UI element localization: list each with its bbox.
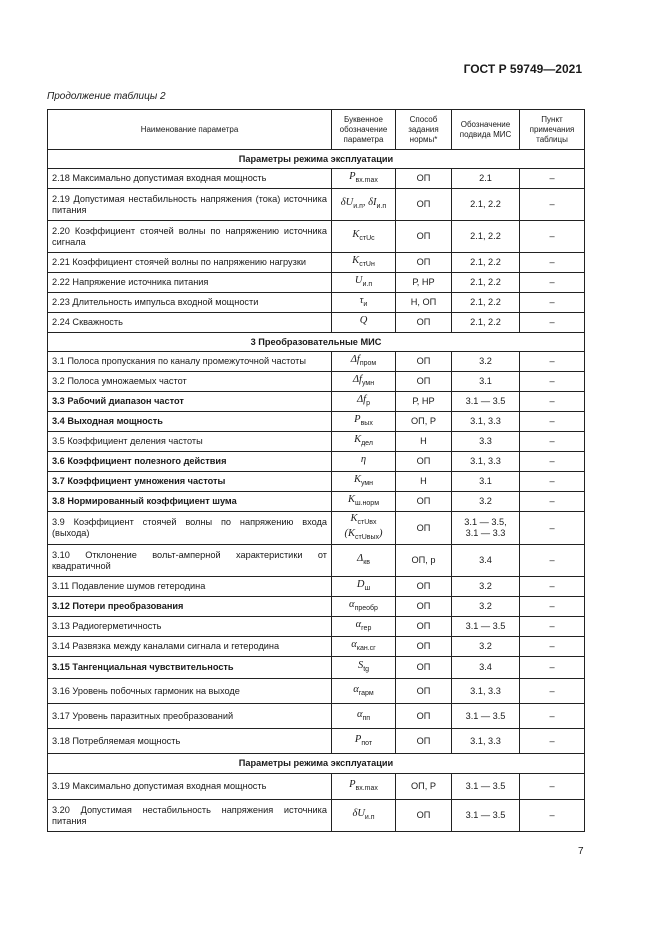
- table-row: [48, 774, 585, 800]
- param-note: –: [520, 293, 585, 313]
- param-method: ОП: [396, 372, 452, 392]
- param-name: 3.19 Максимально допустимая входная мощность: [48, 774, 332, 800]
- param-symbol: $P_{вых}$: [332, 412, 396, 432]
- param-name: 2.21 Коэффициент стоячей волны по напряжению нагрузки: [48, 253, 332, 273]
- param-ref: 3.1: [452, 472, 520, 492]
- param-method: ОП: [396, 597, 452, 617]
- param-method: ОП: [396, 313, 452, 333]
- standard-number: ГОСТ Р 59749—2021: [463, 62, 582, 76]
- param-name: 3.8 Нормированный коэффициент шума: [48, 492, 332, 512]
- param-name: 3.3 Рабочий диапазон частот: [48, 392, 332, 412]
- table-row: [48, 637, 585, 657]
- table-caption: Продолжение таблицы 2: [47, 91, 166, 102]
- param-note: –: [520, 729, 585, 754]
- param-symbol: $S_{tg}$: [332, 657, 396, 679]
- param-name: 3.6 Коэффициент полезного действия: [48, 452, 332, 472]
- param-ref: 3.2: [452, 637, 520, 657]
- param-method: ОП, Р: [396, 774, 452, 800]
- column-header-note: Пункт примечания таблицы: [520, 110, 585, 150]
- param-note: –: [520, 432, 585, 452]
- table-row: [48, 472, 585, 492]
- param-symbol: $\alpha_{кан.сг}$: [332, 637, 396, 657]
- param-name: 3.20 Допустимая нестабильность напряжения источника питания: [48, 800, 332, 832]
- param-note: –: [520, 221, 585, 253]
- param-ref: 3.1, 3.3: [452, 729, 520, 754]
- page-number: 7: [578, 846, 584, 857]
- param-symbol: $\alpha_{пп}$: [332, 704, 396, 729]
- param-method: ОП: [396, 729, 452, 754]
- param-symbol: $D_ш$: [332, 577, 396, 597]
- param-method: ОП: [396, 704, 452, 729]
- param-symbol: η: [332, 452, 396, 472]
- table-row: [48, 657, 585, 679]
- param-note: –: [520, 512, 585, 545]
- param-ref: 3.4: [452, 545, 520, 577]
- param-method: ОП: [396, 189, 452, 221]
- param-note: –: [520, 800, 585, 832]
- param-method: Р, НР: [396, 273, 452, 293]
- param-note: –: [520, 577, 585, 597]
- table-row: [48, 293, 585, 313]
- param-ref: 3.1 — 3.5: [452, 392, 520, 412]
- param-name: 3.15 Тангенциальная чувствительность: [48, 657, 332, 679]
- param-ref: 2.1, 2.2: [452, 189, 520, 221]
- param-symbol: $\alpha_{гарм}$: [332, 679, 396, 704]
- param-note: –: [520, 392, 585, 412]
- param-symbol: $K_{стUн}$: [332, 253, 396, 273]
- param-ref: 3.1: [452, 372, 520, 392]
- param-note: –: [520, 169, 585, 189]
- table-row: [48, 704, 585, 729]
- param-ref: 3.2: [452, 492, 520, 512]
- param-method: ОП, Р: [396, 412, 452, 432]
- param-ref: 3.1 — 3.5: [452, 774, 520, 800]
- section-title: Параметры режима эксплуатации: [48, 754, 585, 774]
- param-note: –: [520, 313, 585, 333]
- table-row: [48, 800, 585, 832]
- param-note: –: [520, 774, 585, 800]
- table-row: [48, 372, 585, 392]
- table-row: [48, 617, 585, 637]
- param-method: ОП: [396, 221, 452, 253]
- param-symbol: $P_{пот}$: [332, 729, 396, 754]
- param-name: 3.7 Коэффициент умножения частоты: [48, 472, 332, 492]
- param-name: 3.13 Радиогерметичность: [48, 617, 332, 637]
- param-note: –: [520, 253, 585, 273]
- table-row: [48, 577, 585, 597]
- column-header-symbol: Буквенное обозначение параметра: [332, 110, 396, 150]
- param-symbol: $\Delta f_{умн}$: [332, 372, 396, 392]
- param-method: ОП: [396, 512, 452, 545]
- section-title: Параметры режима эксплуатации: [48, 150, 585, 169]
- param-symbol: $\tau_и$: [332, 293, 396, 313]
- param-ref: 2.1, 2.2: [452, 273, 520, 293]
- section-title: 3 Преобразовательные МИС: [48, 333, 585, 352]
- table-row: [48, 392, 585, 412]
- param-symbol: $\delta U_{и.п}$, $\delta I_{и.п}$: [332, 189, 396, 221]
- param-method: Н, ОП: [396, 293, 452, 313]
- param-name: 3.5 Коэффициент деления частоты: [48, 432, 332, 452]
- table-row: [48, 169, 585, 189]
- section-row: [48, 754, 585, 774]
- param-name: 2.23 Длительность импульса входной мощности: [48, 293, 332, 313]
- param-method: ОП: [396, 800, 452, 832]
- param-ref: 2.1, 2.2: [452, 313, 520, 333]
- param-method: ОП: [396, 637, 452, 657]
- param-ref: 3.4: [452, 657, 520, 679]
- param-ref: 3.2: [452, 597, 520, 617]
- param-note: –: [520, 189, 585, 221]
- column-header-ref: Обозначение подвида МИС: [452, 110, 520, 150]
- param-note: –: [520, 545, 585, 577]
- param-name: 3.14 Развязка между каналами сигнала и гетеродина: [48, 637, 332, 657]
- table-row: [48, 452, 585, 472]
- table-row: [48, 221, 585, 253]
- param-symbol: $\Delta f_{пром}$: [332, 352, 396, 372]
- param-method: ОП: [396, 452, 452, 472]
- table-row: [48, 597, 585, 617]
- param-ref: 3.1 — 3.5: [452, 704, 520, 729]
- param-note: –: [520, 452, 585, 472]
- table-row: [48, 545, 585, 577]
- table-row: [48, 679, 585, 704]
- param-note: –: [520, 657, 585, 679]
- table-row: [48, 492, 585, 512]
- param-symbol: $K_{ш.норм}$: [332, 492, 396, 512]
- param-ref: 3.1 — 3.5: [452, 617, 520, 637]
- param-name: 3.2 Полоса умножаемых частот: [48, 372, 332, 392]
- param-method: ОП: [396, 679, 452, 704]
- param-symbol: $K_{дел}$: [332, 432, 396, 452]
- param-symbol: $\Delta_{кв}$: [332, 545, 396, 577]
- param-ref: 3.1, 3.3: [452, 412, 520, 432]
- param-symbol: $\Delta f_р$: [332, 392, 396, 412]
- table-row: [48, 253, 585, 273]
- param-note: –: [520, 637, 585, 657]
- param-method: ОП: [396, 657, 452, 679]
- param-method: ОП: [396, 253, 452, 273]
- param-note: –: [520, 273, 585, 293]
- param-name: 3.4 Выходная мощность: [48, 412, 332, 432]
- param-name: 3.18 Потребляемая мощность: [48, 729, 332, 754]
- param-ref: 2.1, 2.2: [452, 221, 520, 253]
- param-method: ОП: [396, 617, 452, 637]
- parameters-table: [47, 109, 585, 832]
- param-symbol: $P_{вх.max}$: [332, 774, 396, 800]
- param-note: –: [520, 352, 585, 372]
- table-header-row: [48, 110, 585, 150]
- table-row: [48, 352, 585, 372]
- param-symbol: $K_{стUвх}$ $(K_{стUвых})$: [332, 512, 396, 545]
- param-ref: 2.1, 2.2: [452, 253, 520, 273]
- param-method: ОП, р: [396, 545, 452, 577]
- param-note: –: [520, 679, 585, 704]
- param-symbol: $K_{умн}$: [332, 472, 396, 492]
- param-name: 3.1 Полоса пропускания по каналу промежуточной частоты: [48, 352, 332, 372]
- param-symbol: $K_{стUc}$: [332, 221, 396, 253]
- param-method: Н: [396, 432, 452, 452]
- param-ref: 3.3: [452, 432, 520, 452]
- param-ref: 3.1 — 3.5, 3.1 — 3.3: [452, 512, 520, 545]
- param-name: 3.10 Отклонение вольт-амперной характеристики от квадратичной: [48, 545, 332, 577]
- param-symbol: $\alpha_{гер}$: [332, 617, 396, 637]
- param-name: 3.17 Уровень паразитных преобразований: [48, 704, 332, 729]
- param-method: ОП: [396, 352, 452, 372]
- param-note: –: [520, 492, 585, 512]
- param-method: Р, НР: [396, 392, 452, 412]
- param-method: ОП: [396, 577, 452, 597]
- param-name: 3.16 Уровень побочных гармоник на выходе: [48, 679, 332, 704]
- table-row: [48, 412, 585, 432]
- param-ref: 3.1 — 3.5: [452, 800, 520, 832]
- param-name: 2.18 Максимально допустимая входная мощность: [48, 169, 332, 189]
- param-name: 2.22 Напряжение источника питания: [48, 273, 332, 293]
- param-method: ОП: [396, 169, 452, 189]
- param-symbol: Q: [332, 313, 396, 333]
- param-ref: 3.2: [452, 577, 520, 597]
- param-note: –: [520, 597, 585, 617]
- column-header-name: Наименование параметра: [48, 110, 332, 150]
- param-note: –: [520, 704, 585, 729]
- param-ref: 2.1: [452, 169, 520, 189]
- param-name: 3.12 Потери преобразования: [48, 597, 332, 617]
- table-row: [48, 313, 585, 333]
- param-note: –: [520, 372, 585, 392]
- table-row: [48, 432, 585, 452]
- table-row: [48, 189, 585, 221]
- param-name: 2.20 Коэффициент стоячей волны по напряжению источника сигнала: [48, 221, 332, 253]
- param-ref: 3.2: [452, 352, 520, 372]
- param-symbol: $P_{вх.max}$: [332, 169, 396, 189]
- param-symbol: $U_{и.п}$: [332, 273, 396, 293]
- param-name: 2.19 Допустимая нестабильность напряжения (тока) источника питания: [48, 189, 332, 221]
- column-header-method: Способ задания нормы*: [396, 110, 452, 150]
- param-note: –: [520, 412, 585, 432]
- param-ref: 3.1, 3.3: [452, 452, 520, 472]
- table-row: [48, 512, 585, 545]
- section-row: [48, 150, 585, 169]
- param-symbol: $\alpha_{преобр}$: [332, 597, 396, 617]
- param-name: 2.24 Скважность: [48, 313, 332, 333]
- table-row: [48, 729, 585, 754]
- param-name: 3.11 Подавление шумов гетеродина: [48, 577, 332, 597]
- param-note: –: [520, 617, 585, 637]
- param-ref: 3.1, 3.3: [452, 679, 520, 704]
- param-note: –: [520, 472, 585, 492]
- param-method: ОП: [396, 492, 452, 512]
- param-symbol: $\delta U_{и.п}$: [332, 800, 396, 832]
- param-method: Н: [396, 472, 452, 492]
- param-ref: 2.1, 2.2: [452, 293, 520, 313]
- param-name: 3.9 Коэффициент стоячей волны по напряжению входа (выхода): [48, 512, 332, 545]
- table-row: [48, 273, 585, 293]
- section-row: [48, 333, 585, 352]
